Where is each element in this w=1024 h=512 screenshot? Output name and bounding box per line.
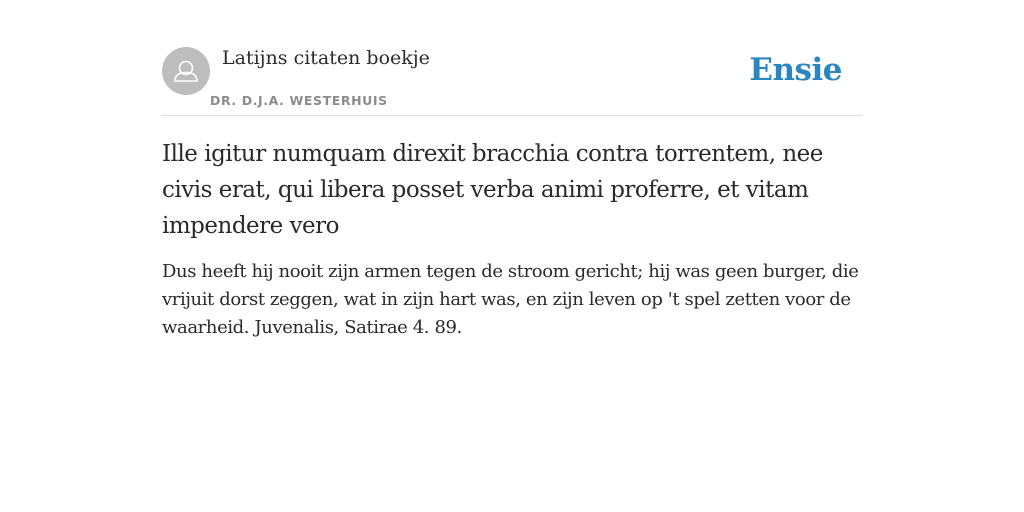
avatar[interactable] [162, 47, 210, 95]
ensie-logo[interactable]: Ensie [749, 52, 842, 88]
quote-text: Ille igitur numquam direxit bracchia contra torrentem, nee civis erat, qui libera posset verba animi proferre, et vitam impendere vero [162, 141, 823, 239]
author-link[interactable]: DR. D.J.A. WESTERHUIS [210, 93, 388, 108]
translation-text: Dus heeft hij nooit zijn armen tegen de stroom gericht; hij was geen burger, die vrijuit dorst zeggen, wat in zijn hart was, en zijn leven op 't spel zetten voor de waarheid. Juvenalis, Satirae 4. 89. [162, 261, 859, 338]
header [162, 0, 862, 116]
book-title-link[interactable]: Latijns citaten boekje [222, 47, 430, 69]
user-avatar-icon [162, 47, 210, 95]
page [162, 0, 862, 342]
